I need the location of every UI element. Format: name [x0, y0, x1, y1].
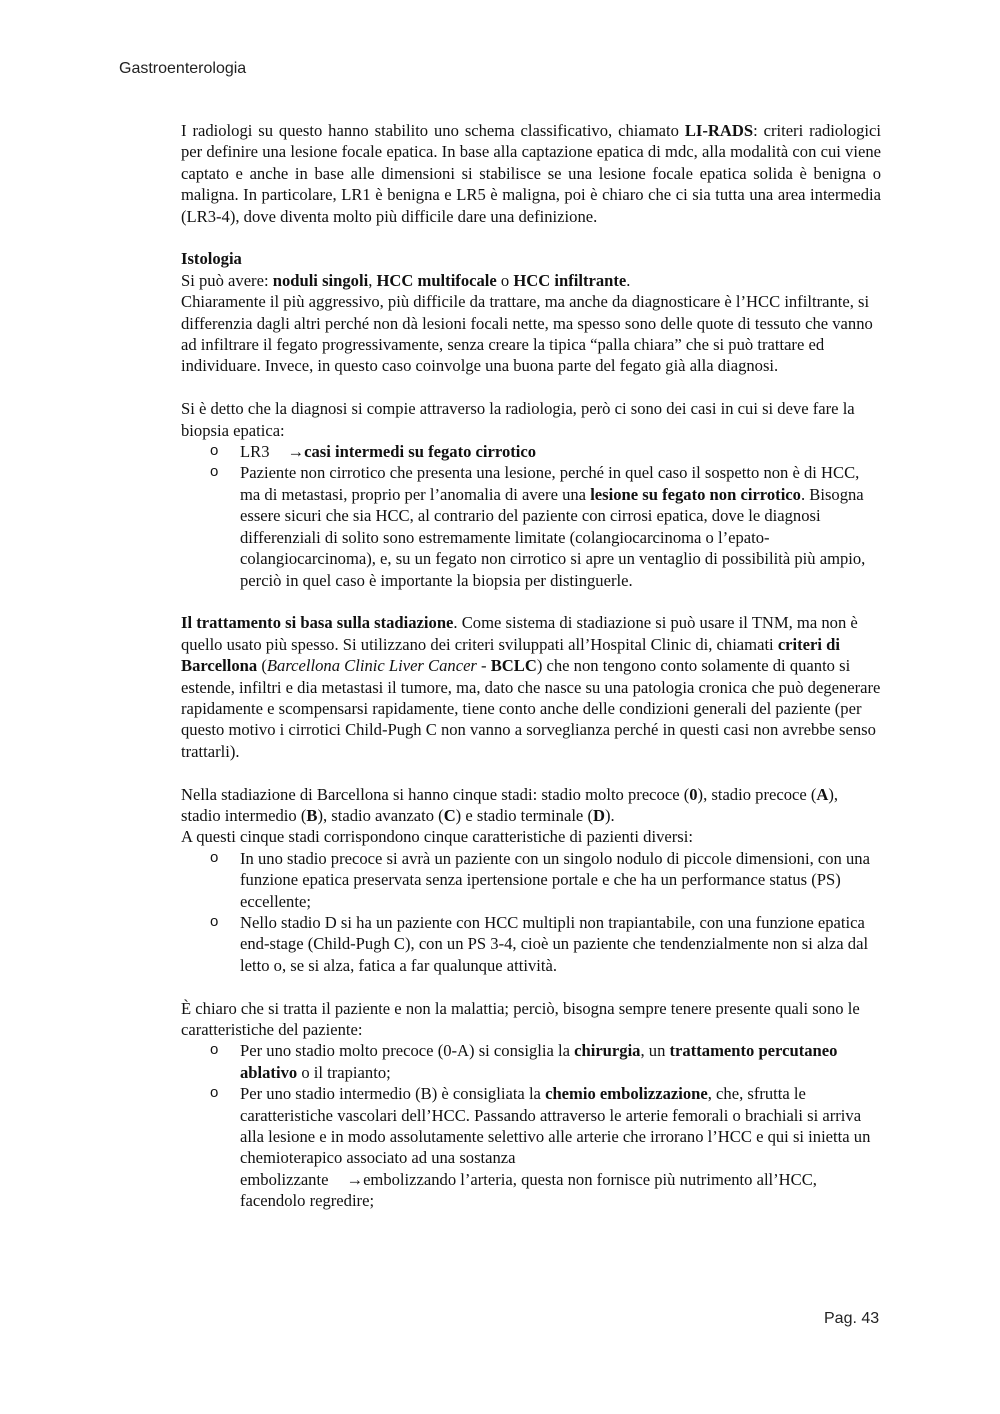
text: Per uno stadio intermedio (B) è consigliata la	[240, 1084, 546, 1104]
text: Paziente non cirrotico che presenta una lesione, perché in quel caso il sospetto non è di HCC, ma di metastasi, proprio per l’anomalia di avere una	[240, 463, 860, 504]
text: ), stadio intermedio (	[181, 784, 839, 825]
term: trattamento percutaneo ablativo	[240, 1041, 838, 1082]
text: , che, sfrutta le caratteristiche vascolari dell’HCC. Passando attraverso le arterie femorali o brachiali si arriva alla lesione e in modo assolutamente selettivo alle arterie che irrorano l’HCC e qui si inietta un chemioterapico associato ad una sostanza	[240, 1084, 871, 1168]
text: ), stadio precoce (	[697, 784, 817, 804]
list-item	[181, 441, 881, 462]
section-heading-istologia: Istologia	[181, 249, 242, 269]
text: o	[496, 270, 514, 290]
list-item	[181, 1040, 881, 1083]
paragraph-istologia-body: Chiaramente il più aggressivo, più difficile da trattare, ma anche da diagnosticare è l’HCC infiltrante, si differenzia dagli altri perché non dà lesioni focali nette, ma spesso sono delle quote di tessuto che vanno ad infiltrare il fegato progressivamente, senza creare la tipica “palla chiara” che si può trattare ed individuare. Invece, in questo caso coinvolge una buona parte del fegato già alla diagnosi.	[181, 292, 873, 376]
term: Il trattamento si basa sulla stadiazione	[181, 613, 454, 633]
term: A	[816, 784, 829, 804]
term: noduli singoli	[272, 270, 369, 290]
text: : criteri radiologici per definire una lesione focale epatica. In base alla captazione epatica di mdc, alla modalità con cui viene captato e anche in base alle dimensioni si stabilisce se una lesione focale epatica solida è benigna o maligna. In particolare, LR1 è benigna e LR5 è maligna, poi è chiaro che ci sia tutta una area intermedia (LR3-4), dove diventa molto più difficile dare una definizione.	[181, 121, 881, 226]
bullet-marker: o	[210, 912, 219, 930]
arrow-icon: →	[287, 442, 305, 462]
text: ).	[604, 805, 615, 825]
text: Nello stadio D si ha un paziente con HCC multipli non trapiantabile, con una funzione epatica end-stage (Child-Pugh C), con un PS 3-4, cioè un paziente che tendenzialmente non si alza dal letto o, se si alza, fatica a far qualunque attività.	[240, 912, 869, 975]
page-body	[181, 120, 881, 1212]
italic-text: Barcellona Clinic Liver Cancer -	[266, 656, 491, 676]
paragraph-stadi	[181, 784, 881, 827]
term: chirurgia	[574, 1041, 641, 1061]
text: ) e stadio terminale (	[455, 805, 593, 825]
list-item	[181, 462, 881, 590]
term: HCC infiltrante	[513, 270, 627, 290]
paragraph-biopsia-intro: Si è detto che la diagnosi si compie attraverso la radiologia, però ci sono dei casi in cui si deve fare la biopsia epatica:	[181, 399, 855, 440]
term: 0	[689, 784, 698, 804]
bullet-marker: o	[210, 442, 219, 460]
text: . Bisogna essere sicuri che sia HCC, al contrario del paziente con cirrosi epatica, dove le diagnosi differenziali di solito sono estremamente limitate (colangiocarcinoma o l’epato-colangiocarcinoma), e, su un fegato non cirrotico si apre un ventaglio di possibilità più ampio, perciò in quel caso è importante la biopsia per distinguerle.	[240, 484, 866, 590]
bullet-marker: o	[210, 1041, 219, 1059]
text: embolizzante	[240, 1169, 329, 1189]
text: Si può avere:	[181, 270, 273, 290]
bullet-marker: o	[210, 848, 219, 866]
text: ), stadio avanzato (	[317, 805, 444, 825]
term: chemio embolizzazione	[545, 1084, 708, 1104]
text: LR3	[240, 442, 270, 462]
text: ) che non tengono conto solamente di quanto si estende, infiltri e dia metastasi il tumore, ma, dato che nasce su una patologia cronica che può degenerare rapidamente e scompensarsi rapidamente, tiene conto anche delle condizioni generali del paziente (per questo motivo i cirrotici Child-Pugh C non vanno a sorveglianza perché in questi casi non avrebbe senso trattarli).	[181, 656, 881, 761]
term: HCC multifocale	[376, 270, 497, 290]
list-item	[181, 1083, 881, 1211]
term: BCLC	[490, 656, 537, 676]
text: . Come sistema di stadiazione si può usare il TNM, ma non è quello usato più spesso. Si utilizzano dei criteri sviluppati all’Hospital Clinic di, chiamati	[181, 613, 858, 654]
paragraph-istologia-types	[181, 270, 881, 291]
list-item	[181, 848, 881, 912]
text: Per uno stadio molto precoce (0-A) si consiglia la	[240, 1041, 575, 1061]
text: (	[257, 656, 267, 676]
term: criteri di Barcellona	[181, 634, 841, 676]
term-lirads: LI-RADS	[684, 121, 754, 140]
text: In uno stadio precoce si avrà un paziente con un singolo nodulo di piccole dimensioni, con una funzione epatica preservata senza ipertensione portale e che ha un performance status (PS) eccellente;	[240, 848, 870, 911]
paragraph-trattamento	[181, 612, 881, 762]
list-item	[181, 912, 881, 976]
paragraph-stadi-caratteristiche: A questi cinque stadi corrispondono cinque caratteristiche di pazienti diversi:	[181, 827, 693, 847]
term: casi intermedi su fegato cirrotico	[304, 442, 537, 462]
term: B	[306, 805, 318, 825]
text: I radiologi su questo hanno stabilito uno schema classificativo, chiamato	[181, 121, 685, 140]
bullet-marker: o	[210, 463, 219, 481]
paragraph-terapia-intro: È chiaro che si tratta il paziente e non la malattia; perciò, bisogna sempre tenere presente quali sono le caratteristiche del paziente:	[181, 998, 860, 1039]
term: lesione su fegato non cirrotico	[590, 484, 801, 504]
term: C	[443, 805, 456, 825]
text: .	[626, 270, 631, 290]
text: ,	[368, 270, 377, 290]
running-header: Gastroenterologia	[119, 60, 247, 77]
text: , un	[640, 1041, 670, 1061]
arrow-icon: →	[346, 1169, 364, 1189]
terapia-list	[181, 1040, 881, 1211]
text: embolizzando l’arteria, questa non fornisce più nutrimento all’HCC, facendolo regredire;	[240, 1169, 817, 1211]
stadi-list	[181, 848, 881, 976]
biopsia-list	[181, 441, 881, 591]
paragraph-lirads	[181, 120, 881, 227]
bullet-marker: o	[210, 1084, 219, 1102]
text: Nella stadiazione di Barcellona si hanno cinque stadi: stadio molto precoce (	[181, 784, 690, 804]
term: D	[592, 805, 605, 825]
page-number: Pag. 43	[824, 1310, 880, 1327]
text: o il trapianto;	[297, 1062, 391, 1082]
